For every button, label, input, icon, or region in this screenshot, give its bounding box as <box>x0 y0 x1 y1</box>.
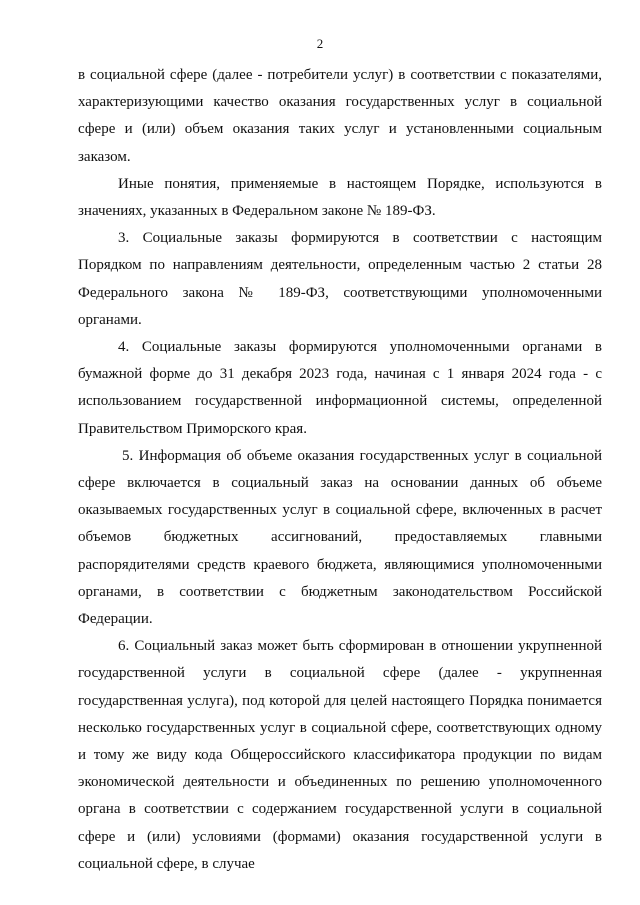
document-body <box>78 62 602 878</box>
paragraph-definitions: Иные понятия, применяемые в настоящем Порядке, используются в значениях, указанных в Федеральном законе № 189-ФЗ. <box>78 175 602 220</box>
paragraph-item-6: 6. Социальный заказ может быть сформирован в отношении укрупненной государственной услуги в социальной сфере (далее - укрупненная государственная услуга), под которой для целей настоящего Порядка понимается несколько государственных услуг в социальной сфере, соответствующих одному и тому же виду кода Общероссийского классификатора продукции по видам экономической деятельности и объединенных по решению уполномоченного органа в соответствии с содержанием государственной услуги в социальной сфере и (или) условиями (формами) оказания государственной услуги в социальной сфере, в случае <box>78 638 602 872</box>
paragraph-continuation: в социальной сфере (далее - потребители услуг) в соответствии с показателями, характеризующими качество оказания государственных услуг в социальной сфере и (или) объем оказания таких услуг и установленными социальным заказом. <box>78 67 602 165</box>
paragraph-item-3: 3. Социальные заказы формируются в соответствии с настоящим Порядком по направлениям деятельности, определенным частью 2 статьи 28 Федерального закона № 189-ФЗ, соответствующими уполномоченными органами. <box>78 230 602 328</box>
paragraph-item-4: 4. Социальные заказы формируются уполномоченными органами в бумажной форме до 31 декабря 2023 года, начиная с 1 января 2024 года - с использованием государственной информационной системы, определенной Правительством Приморского края. <box>78 339 602 437</box>
paragraph-item-5: 5. Информация об объеме оказания государственных услуг в социальной сфере включается в социальный заказ на основании данных об объеме оказываемых государственных услуг в социальной сфере, включенных в расчет объемов бюджетных ассигнований, предоставляемых главными распорядителями средств краевого бюджета, являющимися уполномоченными органами, в соответствии с бюджетным законодательством Российской Федерации. <box>78 447 602 628</box>
page-number: 2 <box>316 36 324 51</box>
